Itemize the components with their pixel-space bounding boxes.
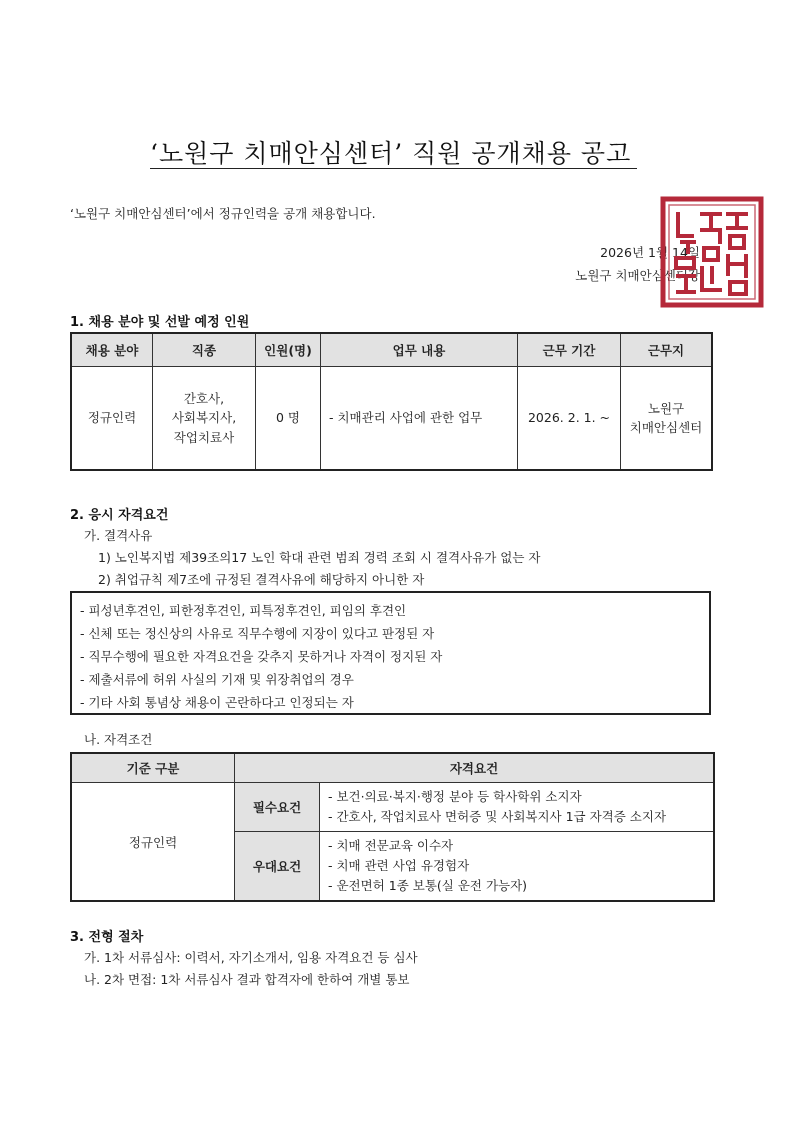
table-header-row [71, 333, 712, 367]
list-item: - 제출서류에 허위 사실의 기재 및 위장취업의 경우 [80, 672, 354, 687]
col-header-place: 근무지 [621, 333, 713, 367]
cell-job [153, 367, 256, 471]
section2-heading: 2. 응시 자격요건 [70, 508, 169, 523]
list-item: 2) 취업규칙 제7조에 규정된 결격사유에 해당하지 아니한 자 [98, 572, 425, 587]
cell-place [621, 367, 713, 471]
col-header-requirements: 자격요건 [235, 753, 715, 783]
place-line: 노원구 [647, 400, 685, 416]
cell-required-label: 필수요건 [235, 783, 320, 832]
page-title: ‘노원구 치매안심센터’ 직원 공개채용 공고 [150, 139, 632, 168]
official-seal [660, 196, 764, 308]
list-item: 1) 노인복지법 제39조의17 노인 학대 관련 범죄 경력 조회 시 결격사유가 없는 자 [98, 550, 541, 565]
intro-text: ‘노원구 치매안심센터’에서 정규인력을 공개 채용합니다. [70, 206, 376, 221]
notice-date: 2026년 1월 14일 [600, 245, 700, 260]
job-line: 간호사, [183, 390, 225, 406]
list-item: - 보건·의료·복지·행정 분야 등 학사학위 소지자 [328, 789, 582, 804]
list-item: 가. 1차 서류심사: 이력서, 자기소개서, 임용 자격요건 등 심사 [84, 950, 418, 965]
cell-required-items [320, 783, 715, 832]
table-row [71, 367, 712, 471]
cell-preferred-items [320, 832, 715, 902]
subheading-disqualification: 가. 결격사유 [84, 528, 153, 543]
table-row [71, 783, 714, 832]
list-item: - 신체 또는 정신상의 사유로 직무수행에 지장이 있다고 판정된 자 [80, 626, 435, 641]
cell-period: 2026. 2. 1. ~ [518, 367, 621, 471]
list-item: - 직무수행에 필요한 자격요건을 갖추지 못하거나 자격이 정지된 자 [80, 649, 443, 664]
list-item: - 기타 사회 통념상 채용이 곤란하다고 인정되는 자 [80, 695, 354, 710]
col-header-duty: 업무 내용 [321, 333, 518, 367]
cell-duty: - 치매관리 사업에 관한 업무 [321, 367, 518, 471]
qualification-table [70, 752, 715, 902]
col-header-period: 근무 기간 [518, 333, 621, 367]
section1-heading: 1. 채용 분야 및 선발 예정 인원 [70, 315, 250, 330]
col-header-field: 채용 분야 [71, 333, 153, 367]
job-line: 사회복지사, [171, 410, 237, 426]
list-item: 나. 2차 면접: 1차 서류심사 결과 합격자에 한하여 개별 통보 [84, 972, 410, 987]
cell-category: 정규인력 [71, 783, 235, 902]
title-underline [150, 168, 637, 169]
cell-field: 정규인력 [71, 367, 153, 471]
list-item: - 간호사, 작업치료사 면허증 및 사회복지사 1급 자격증 소지자 [328, 809, 667, 824]
disqualification-box [70, 591, 711, 715]
place-line: 치매안심센터 [629, 420, 703, 435]
section3-heading: 3. 전형 절차 [70, 930, 144, 945]
recruitment-table [70, 332, 713, 471]
col-header-count: 인원(명) [256, 333, 321, 367]
subheading-qualification: 나. 자격조건 [84, 732, 153, 747]
table-header-row [71, 753, 714, 783]
list-item: - 피성년후견인, 피한정후견인, 피특정후견인, 피임의 후견인 [80, 603, 407, 618]
list-item: - 운전면허 1종 보통(실 운전 가능자) [328, 878, 528, 893]
job-line: 작업치료사 [173, 429, 235, 445]
seal-stamp-icon [660, 196, 764, 308]
col-header-category: 기준 구분 [71, 753, 235, 783]
list-item: - 치매 전문교육 이수자 [328, 838, 454, 853]
list-item: - 치매 관련 사업 유경험자 [328, 858, 470, 873]
notice-signer: 노원구 치매안심센터장 [575, 268, 700, 283]
cell-count: 0 명 [256, 367, 321, 471]
cell-preferred-label: 우대요건 [235, 832, 320, 902]
col-header-job: 직종 [153, 333, 256, 367]
